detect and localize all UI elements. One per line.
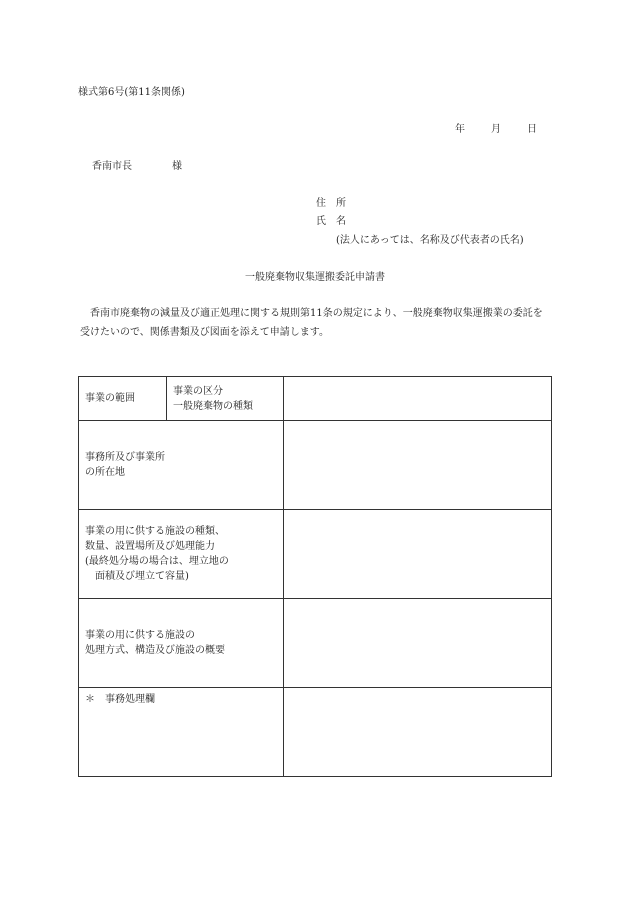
date-day: 日 [527, 124, 537, 135]
recipient: 香南市長 様 [92, 161, 182, 172]
facility-structure-value[interactable] [284, 599, 552, 688]
facility-structure-line1: 事業の用に供する施設の [85, 630, 195, 641]
facility-structure-line2: 処理方式、構造及び施設の概要 [85, 645, 225, 656]
row-business-scope [79, 377, 552, 421]
date-month: 月 [491, 124, 501, 135]
office-use-label [79, 688, 284, 777]
application-table [78, 376, 552, 777]
office-use-text: ＊ 事務処理欄 [85, 694, 155, 705]
row-office-location [79, 421, 552, 510]
address-label: 住 所 [316, 198, 346, 209]
date-line [455, 120, 537, 135]
name-label: 氏 名 [316, 216, 346, 227]
facility-type-value[interactable] [284, 510, 552, 599]
business-scope-label [79, 377, 167, 421]
waste-type-label: 一般廃棄物の種類 [173, 400, 253, 412]
business-category-cell [167, 377, 284, 421]
office-location-label [79, 421, 284, 510]
form-number: 様式第6号(第11条関係) [78, 87, 185, 98]
office-location-line2: の所在地 [85, 467, 125, 478]
corporate-note: (法人にあっては、名称及び代表者の氏名) [336, 235, 524, 246]
document-title: 一般廃棄物収集運搬委託申請書 [245, 272, 385, 283]
facility-type-label [79, 510, 284, 599]
facility-type-line3: (最終処分場の場合は、埋立地の [85, 556, 229, 567]
facility-type-line4: 面積及び埋立て容量) [85, 571, 189, 582]
row-facility-type [79, 510, 552, 599]
date-year: 年 [455, 124, 465, 135]
business-scope-text: 事業の範囲 [85, 393, 135, 404]
facility-structure-label [79, 599, 284, 688]
business-scope-value[interactable] [284, 377, 552, 421]
row-facility-structure [79, 599, 552, 688]
business-category-label: 事業の区分 [173, 385, 223, 397]
office-location-line1: 事務所及び事業所 [85, 452, 165, 463]
row-office-use [79, 688, 552, 777]
facility-type-line2: 数量、設置場所及び処理能力 [85, 541, 215, 552]
office-location-value[interactable] [284, 421, 552, 510]
office-use-value [284, 688, 552, 777]
facility-type-line1: 事業の用に供する施設の種類、 [85, 526, 225, 537]
application-statement: 香南市廃棄物の減量及び適正処理に関する規則第11条の規定により、一般廃棄物収集運搬業の委託を受けたいので、関係書類及び図面を添えて申請します。 [80, 308, 543, 338]
